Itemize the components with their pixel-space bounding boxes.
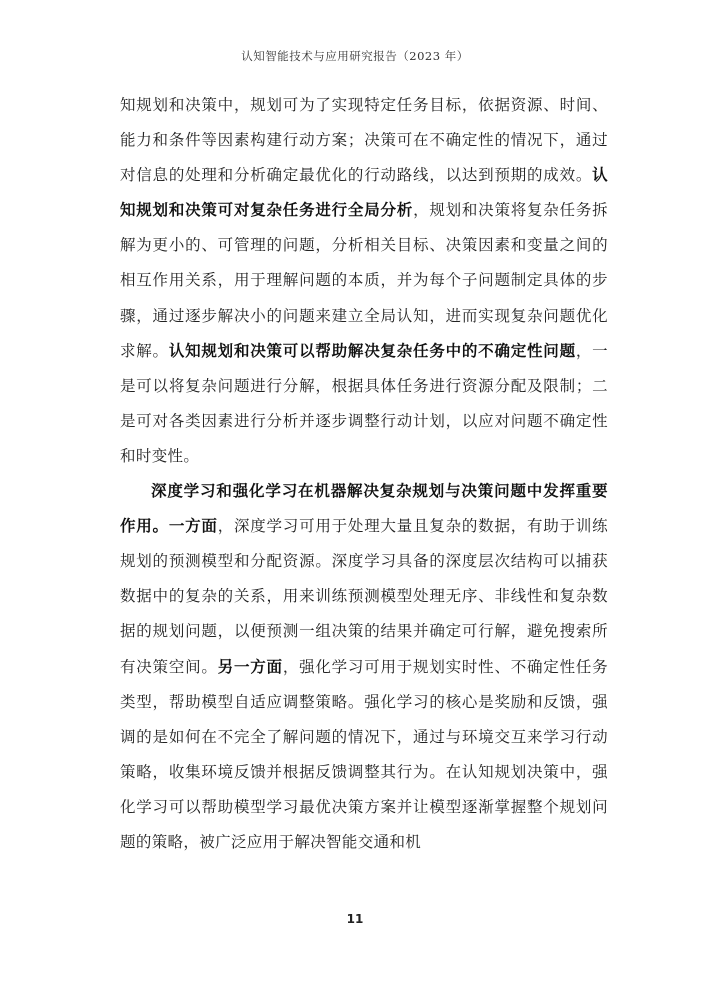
bold-phrase: 认知规划和决策可以帮助解决复杂任务中的不确定性问题 [168,341,576,360]
text-run: ，规划和决策将复杂任务拆解为更小的、可管理的问题，分析相关目标、决策因素和变量之间的相互作用关系，用于理解问题的本质，并为每个子问题制定具体的步骤，通过逐步解决小的问题来建立全局认知，进而实现复杂问题优化求解。 [120,201,608,360]
running-header: 认知智能技术与应用研究报告（2023 年） [241,49,469,63]
bold-phrase: 另一方面 [217,657,283,676]
text-run: ，强化学习可用于规划实时性、不确定性任务类型，帮助模型自适应调整策略。强化学习的核心是奖励和反馈，强调的是如何在不完全了解问题的情况下，通过与环境交互来学习行动策略，收集环境反馈并根据反馈调整其行为。在认知规划决策中，强化学习可以帮助模型学习最优决策方案并让模型逐渐掌握整个规划问题的策略，被广泛应用于解决智能交通和机 [120,657,608,851]
bold-phrase: 认知规划和决策可对复杂任务进行全局分析 [120,166,608,220]
body-text [120,88,608,860]
paragraph-planning-decision [120,88,608,474]
paragraph-deep-reinforcement-learning [120,474,608,860]
text-run: ，深度学习可用于处理大量且复杂的数据，有助于训练规划的预测模型和分配资源。深度学习具备的深度层次结构可以捕获数据中的复杂的关系，用来训练预测模型处理无序、非线性和复杂数据的规划问题，以便预测一组决策的结果并确定可行解，避免搜索所有决策空间。 [120,517,608,676]
text-run: 知规划和决策中，规划可为了实现特定任务目标，依据资源、时间、能力和条件等因素构建行动方案；决策可在不确定性的情况下，通过对信息的处理和分析确定最优化的行动路线，以达到预期的成效。 [120,96,608,185]
bold-phrase: 深度学习和强化学习在机器解决复杂规划与决策问题中发挥重要作用。一方面 [120,482,608,536]
text-run: ，一是可以将复杂问题进行分解，根据具体任务进行资源分配及限制；二是可对各类因素进行分析并逐步调整行动计划，以应对问题不确定性和时变性。 [120,341,608,465]
page-number: 11 [346,912,364,926]
